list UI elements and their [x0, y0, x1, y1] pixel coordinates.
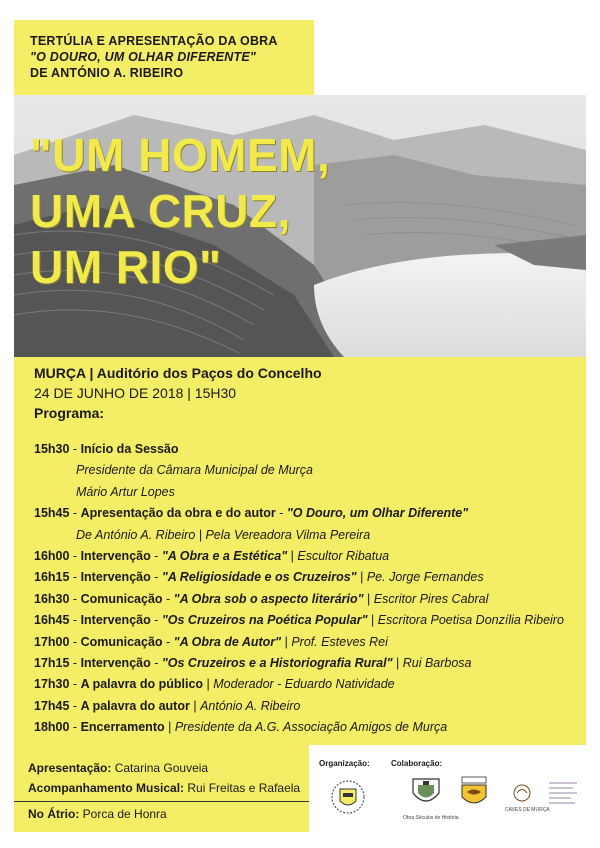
schedule-time: 16h30 [34, 591, 70, 606]
credits-box [14, 745, 309, 832]
schedule-detail: Escritor Pires Cabral [373, 591, 489, 606]
schedule-detail: Presidente da A.G. Associação Amigos de Murça [174, 720, 448, 735]
atrio-label: No Átrio: [28, 807, 80, 821]
program-label: Programa: [34, 405, 105, 421]
schedule-title: "A Obra de Autor" [173, 634, 282, 649]
schedule-title: "A Obra e a Estética" [161, 548, 288, 563]
footer [14, 745, 586, 832]
schedule-row: 16h15 - Intervenção - "A Religiosidade e os Cruzeiros" | Pe. Jorge Fernandes [34, 570, 484, 585]
schedule-time: 15h30 [34, 442, 70, 456]
schedule-row: 18h00 - Encerramento | Presidente da A.G. Associação Amigos de Murça [34, 720, 448, 735]
program-section [14, 357, 586, 745]
presentation-credit [28, 761, 208, 775]
schedule-title: "O Douro, um Olhar Diferente" [286, 506, 469, 521]
organizacao-label: Organização: [319, 759, 370, 768]
schedule-title: "A Obra sob o aspecto literário" [173, 591, 364, 606]
header-line-3: DE ANTÓNIO A. RIBEIRO [30, 66, 184, 80]
schedule-row [34, 460, 579, 481]
credits-divider [14, 801, 309, 802]
schedule-label: Apresentação da obra e do autor [80, 506, 276, 521]
schedule-title: "Os Cruzeiros e a Historiografia Rural" [161, 655, 393, 670]
schedule-time: 17h00 [34, 634, 70, 649]
schedule-time: 15h45 [34, 506, 70, 521]
schedule-row [34, 525, 579, 546]
main-title-line-1: "UM HOMEM, [30, 129, 331, 181]
schedule-detail: Pe. Jorge Fernandes [366, 570, 484, 585]
partner-logo-icon [547, 777, 581, 813]
schedule-time: 16h15 [34, 570, 70, 585]
music-value: Rui Freitas e Rafaela [187, 781, 301, 795]
schedule-row: 17h30 - A palavra do público | Moderador - Eduardo Natividade [34, 677, 395, 692]
schedule-row: 17h45 - A palavra do autor | António A. Ribeiro [34, 698, 301, 713]
municipal-shield-icon [409, 775, 443, 811]
schedule-row: 15h45 - Apresentação da obra e do autor - "O Douro, um Olhar Diferente" [34, 506, 469, 521]
schedule-label: A palavra do público [80, 677, 204, 692]
schedule-title: "Os Cruzeiros na Poética Popular" [161, 613, 368, 628]
event-date: 24 DE JUNHO DE 2018 | 15H30 [34, 385, 237, 401]
schedule-label: Intervenção [80, 613, 151, 628]
schedule-detail: Rui Barbosa [402, 655, 472, 670]
schedule-label: Início da Sessão [80, 442, 179, 456]
schedule-detail: Escultor Ribatua [297, 548, 390, 563]
schedule-time: 17h45 [34, 698, 70, 713]
music-credit [28, 781, 300, 795]
schedule-row: 17h00 - Comunicação - "A Obra de Autor" | Prof. Esteves Rei [34, 634, 388, 649]
music-label: Acompanhamento Musical: [28, 781, 185, 795]
main-title-line-2: UMA CRUZ, [30, 185, 291, 237]
schedule-time: 17h15 [34, 655, 70, 670]
colaboracao-label: Colaboração: [391, 759, 443, 768]
logos-area [309, 745, 586, 832]
header-line-1: TERTÚLIA E APRESENTAÇÃO DA OBRA [30, 34, 278, 48]
atrio-credit [28, 807, 167, 821]
schedule-row: 17h15 - Intervenção - "Os Cruzeiros e a Historiografia Rural" | Rui Barbosa [34, 655, 472, 670]
poster [14, 20, 586, 832]
main-title-line-3: UM RIO" [30, 241, 222, 293]
schedule-time: 18h00 [34, 720, 70, 735]
schedule-sub-line: Presidente da Câmara Municipal de Murça [76, 463, 313, 478]
schedule-detail: Moderador - Eduardo Natividade [213, 677, 395, 692]
schedule-row [34, 482, 579, 503]
schedule-sub-line: De António A. Ribeiro | Pela Vereadora Vilma Pereira [76, 527, 371, 542]
venue: MURÇA | Auditório dos Paços do Concelho [34, 365, 322, 381]
parish-shield-icon [459, 775, 489, 811]
schedule-row: 16h30 - Comunicação - "A Obra sob o aspecto literário" | Escritor Pires Cabral [34, 591, 489, 606]
presentation-label: Apresentação: [28, 761, 112, 775]
schedule-detail: António A. Ribeiro [200, 698, 301, 713]
header-box [14, 20, 314, 95]
schedule-time: 17h30 [34, 677, 70, 692]
schedule-row: 16h45 - Intervenção - "Os Cruzeiros na Poética Popular" | Escritora Poetisa Donzília Ribeiro [34, 613, 564, 628]
schedule-label: Intervenção [80, 655, 151, 670]
schedule-label: Comunicação [80, 634, 163, 649]
association-crest-icon [331, 777, 365, 817]
obra-caption: Obra Séculos de História [403, 815, 459, 821]
schedule-label: Intervenção [80, 548, 151, 563]
schedule-row: 15h30 - Início da Sessão [34, 442, 179, 456]
schedule-title: "A Religiosidade e os Cruzeiros" [161, 570, 357, 585]
schedule-time: 16h45 [34, 613, 70, 628]
header-line-2: "O DOURO, UM OLHAR DIFERENTE" [30, 50, 256, 64]
presentation-value: Catarina Gouveia [114, 761, 209, 775]
schedule-time: 16h00 [34, 548, 70, 563]
schedule-detail: Prof. Esteves Rei [291, 634, 388, 649]
schedule-row: 16h00 - Intervenção - "A Obra e a Estética" | Escultor Ribatua [34, 548, 390, 563]
schedule-detail: Escritora Poetisa Donzília Ribeiro [377, 613, 564, 628]
schedule-label: A palavra do autor [80, 698, 190, 713]
schedule-label: Comunicação [80, 591, 163, 606]
caves-caption: CAVES DE MURÇA [505, 807, 550, 813]
schedule-label: Encerramento [80, 720, 165, 735]
schedule-list [34, 439, 579, 738]
schedule-sub-line: Mário Artur Lopes [76, 484, 175, 499]
atrio-value: Porca de Honra [82, 807, 167, 821]
schedule-label: Intervenção [80, 570, 151, 585]
